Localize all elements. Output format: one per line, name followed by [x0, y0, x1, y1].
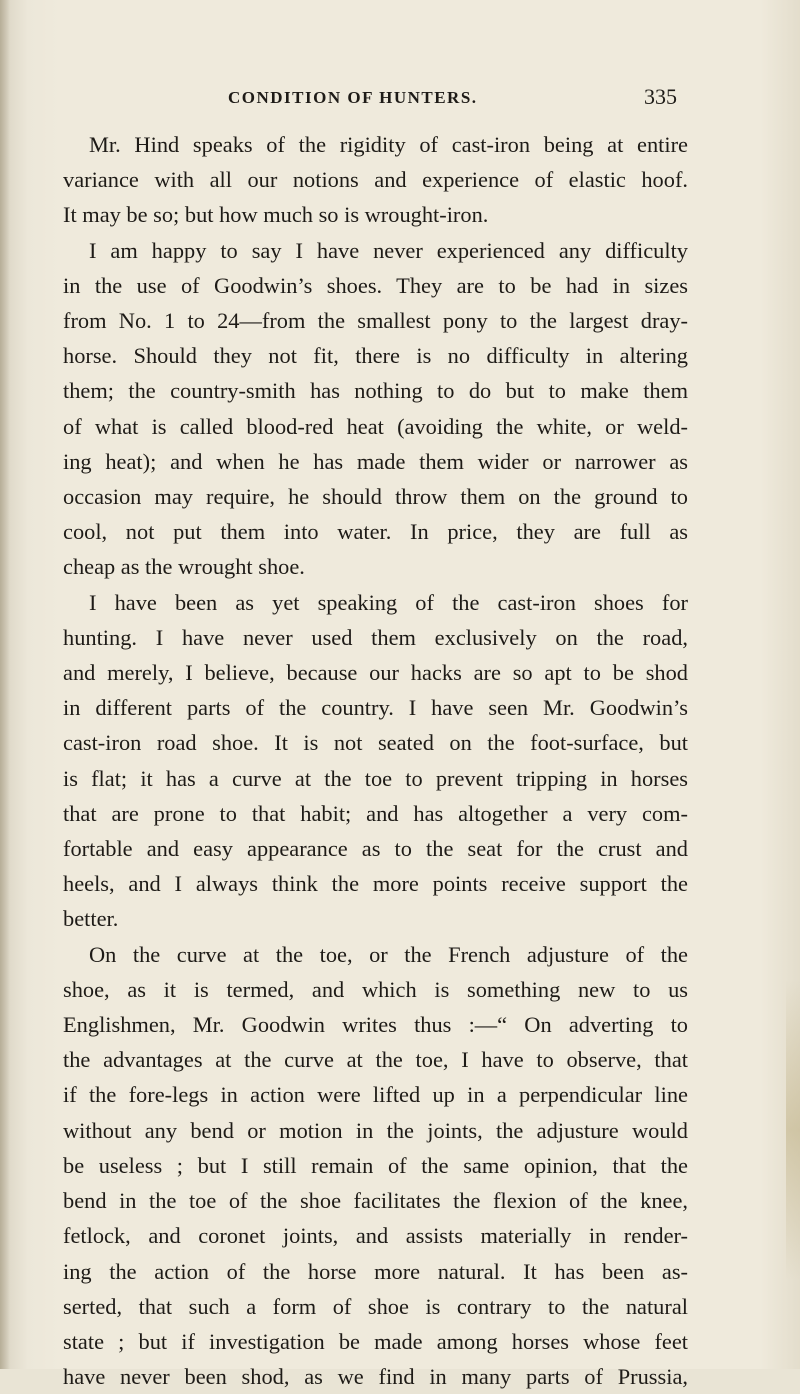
text-line: serted, that such a form of shoe is contrary to the natural	[63, 1293, 688, 1319]
text-line: cast-iron road shoe. It is not seated on the foot-surface, but	[63, 730, 688, 756]
text-line: is flat; it has a curve at the toe to prevent tripping in horses	[63, 765, 688, 791]
text-line: occasion may require, he should throw them on the ground to	[63, 484, 688, 510]
text-line: have never been shod, as we find in many parts of Prussia,	[63, 1364, 688, 1390]
text-line: be useless ; but I still remain of the same opinion, that the	[63, 1152, 688, 1178]
text-line: cheap as the wrought shoe.	[63, 554, 305, 580]
text-line: bend in the toe of the shoe facilitates the flexion of the knee,	[63, 1188, 688, 1214]
text-line: ing heat); and when he has made them wider or narrower as	[63, 448, 688, 474]
body-text	[63, 127, 688, 1394]
page-number: 335	[644, 84, 677, 109]
text-line: and merely, I believe, because our hacks are so apt to be shod	[63, 660, 688, 686]
text-line: heels, and I always think the more points receive support the	[63, 871, 688, 897]
text-line: in different parts of the country. I have seen Mr. Goodwin’s	[63, 695, 688, 721]
text-line: state ; but if investigation be made among horses whose feet	[63, 1328, 688, 1354]
text-line: On the curve at the toe, or the French adjusture of the	[89, 941, 688, 967]
text-line: I am happy to say I have never experienced any difficulty	[89, 237, 688, 263]
text-line: fetlock, and coronet joints, and assists materially in render-	[63, 1223, 688, 1249]
text-line: Englishmen, Mr. Goodwin writes thus :—“ On adverting to	[63, 1012, 688, 1038]
text-line: hunting. I have never used them exclusively on the road,	[63, 624, 688, 650]
text-line: ing the action of the horse more natural. It has been as-	[63, 1258, 688, 1284]
page-header	[0, 84, 800, 114]
text-line: that are prone to that habit; and has altogether a very com-	[63, 800, 688, 826]
text-line: in the use of Goodwin’s shoes. They are to be had in sizes	[63, 272, 688, 298]
text-line: fortable and easy appearance as to the seat for the crust and	[63, 836, 688, 862]
text-line: the advantages at the curve at the toe, I have to observe, that	[63, 1047, 688, 1073]
text-line: without any bend or motion in the joints, the adjusture would	[63, 1117, 688, 1143]
text-line: better.	[63, 906, 119, 932]
text-line: horse. Should they not fit, there is no difficulty in altering	[63, 343, 688, 369]
text-line: variance with all our notions and experience of elastic hoof.	[63, 167, 688, 193]
text-line: of what is called blood-red heat (avoiding the white, or weld-	[63, 413, 688, 439]
text-line: them; the country-smith has nothing to do but to make them	[63, 378, 688, 404]
text-line: I have been as yet speaking of the cast-iron shoes for	[89, 589, 688, 615]
text-line: from No. 1 to 24—from the smallest pony to the largest dray-	[63, 308, 688, 334]
running-head: CONDITION OF HUNTERS.	[228, 88, 478, 107]
text-line: It may be so; but how much so is wrought-iron.	[63, 202, 489, 228]
text-line: if the fore-legs in action were lifted up in a perpendicular line	[63, 1082, 688, 1108]
text-line: Mr. Hind speaks of the rigidity of cast-iron being at entire	[89, 132, 688, 157]
text-line: cool, not put them into water. In price, they are full as	[63, 519, 688, 545]
text-line: shoe, as it is termed, and which is something new to us	[63, 976, 688, 1002]
page-stain	[786, 980, 800, 1280]
gutter-shadow	[0, 0, 10, 1369]
